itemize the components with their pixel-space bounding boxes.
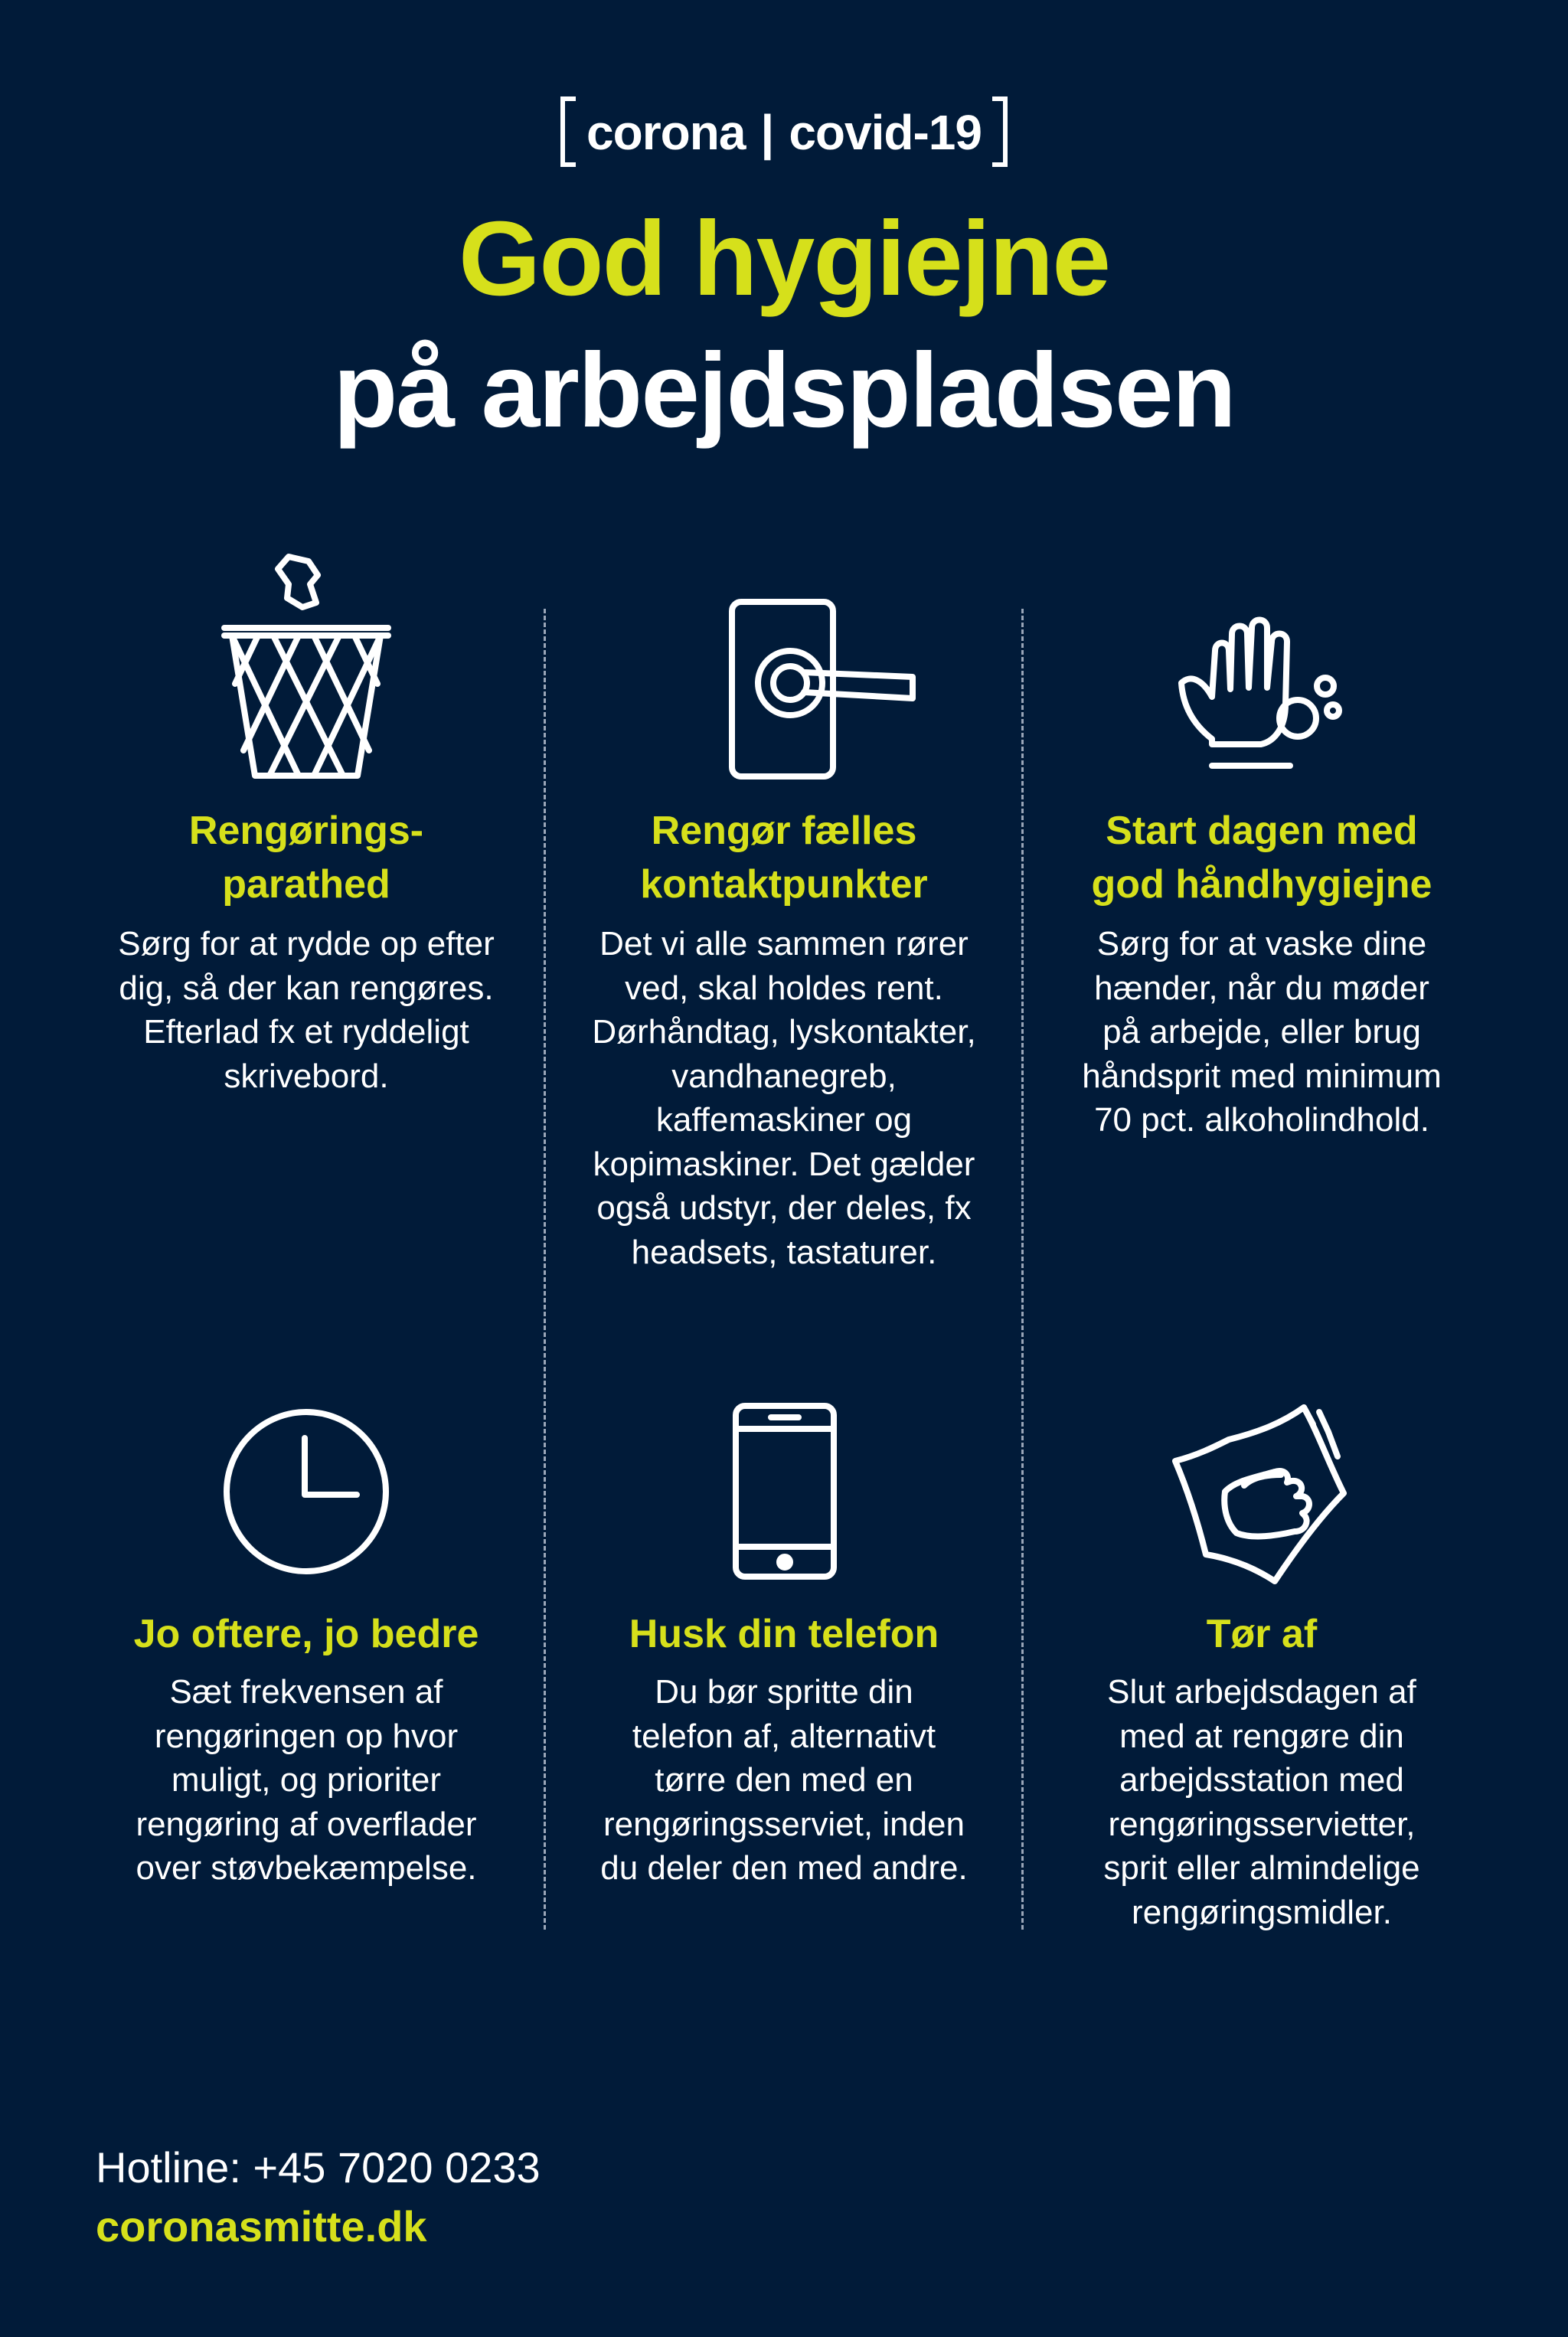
wastebasket-icon bbox=[218, 547, 394, 785]
body-line: håndsprit med minimum bbox=[1082, 1057, 1442, 1095]
body-line: du deler den med andre. bbox=[600, 1849, 968, 1887]
smartphone-icon bbox=[731, 1401, 838, 1585]
body-line: headsets, tastaturer. bbox=[631, 1233, 937, 1271]
column-divider-left bbox=[544, 609, 546, 1930]
column-divider-right bbox=[1021, 609, 1024, 1930]
wipe-cloth-icon bbox=[1168, 1401, 1367, 1597]
clock-icon bbox=[222, 1407, 390, 1580]
heading-line: Husk din telefon bbox=[629, 1612, 939, 1656]
body-line: muligt, og prioriter bbox=[171, 1761, 442, 1799]
heading-line: Rengør fælles bbox=[651, 809, 917, 853]
body-line: skrivebord. bbox=[224, 1057, 389, 1095]
logo-text-covid: covid-19 bbox=[789, 105, 982, 160]
body-line: på arbejde, eller brug bbox=[1102, 1013, 1421, 1051]
tip-body-frequency bbox=[92, 1670, 521, 1891]
body-line: Slut arbejdsdagen af bbox=[1107, 1673, 1416, 1711]
body-line: Sæt frekvensen af bbox=[169, 1673, 443, 1711]
body-line: vandhanegreb, bbox=[671, 1057, 897, 1095]
tip-body-hand-hygiene bbox=[1047, 922, 1476, 1142]
logo-separator: | bbox=[760, 105, 774, 160]
hotline-text: Hotline: +45 7020 0233 bbox=[96, 2143, 541, 2192]
tip-body-cleaning-readiness bbox=[92, 922, 521, 1098]
logo-text-corona: corona bbox=[586, 105, 746, 160]
body-line: rengøringsmidler. bbox=[1132, 1893, 1392, 1931]
body-line: rengøring af overflader bbox=[136, 1805, 477, 1843]
body-line: tørre den med en bbox=[655, 1761, 913, 1799]
body-line: kaffemaskiner og bbox=[655, 1101, 913, 1139]
body-line: 70 pct. alkoholindhold. bbox=[1094, 1101, 1429, 1139]
body-line: rengøringen op hvor bbox=[154, 1717, 459, 1755]
heading-line: kontaktpunkter bbox=[640, 862, 928, 907]
tip-body-wipe bbox=[1047, 1670, 1476, 1934]
tip-heading-hand-hygiene bbox=[1032, 804, 1491, 911]
tip-body-phone bbox=[570, 1670, 998, 1891]
tip-heading-frequency bbox=[77, 1607, 536, 1661]
body-line: dig, så der kan rengøres. bbox=[119, 969, 494, 1007]
body-line: sprit eller almindelige bbox=[1103, 1849, 1420, 1887]
body-line: Sørg for at rydde op efter bbox=[118, 925, 495, 963]
body-line: kopimaskiner. Det gælder bbox=[593, 1145, 975, 1183]
tip-heading-wipe bbox=[1032, 1607, 1491, 1661]
tip-heading-cleaning-readiness bbox=[77, 804, 536, 911]
body-line: Det vi alle sammen rører bbox=[599, 925, 969, 963]
heading-line: parathed bbox=[222, 862, 390, 907]
page-subtitle: på arbejdspladsen bbox=[333, 332, 1235, 449]
tip-heading-contact-points bbox=[554, 804, 1014, 911]
body-line: Du bør spritte din bbox=[655, 1673, 913, 1711]
heading-line: Tør af bbox=[1206, 1612, 1318, 1656]
body-line: også udstyr, der deles, fx bbox=[596, 1189, 972, 1227]
body-line: rengøringsserviet, inden bbox=[603, 1805, 965, 1843]
corona-logo bbox=[0, 90, 1568, 175]
body-line: Dørhåndtag, lyskontakter, bbox=[592, 1013, 976, 1051]
body-line: Efterlad fx et ryddeligt bbox=[143, 1013, 469, 1051]
door-handle-icon bbox=[727, 597, 919, 785]
body-line: ved, skal holdes rent. bbox=[625, 969, 943, 1007]
tip-heading-phone bbox=[554, 1607, 1014, 1661]
heading-line: Start dagen med bbox=[1106, 809, 1418, 853]
heading-line: Jo oftere, jo bedre bbox=[133, 1612, 479, 1656]
body-line: Sørg for at vaske dine bbox=[1096, 925, 1427, 963]
body-line: arbejdsstation med bbox=[1119, 1761, 1404, 1799]
heading-line: Rengørings- bbox=[188, 809, 424, 853]
logo-bracket-right bbox=[992, 96, 1008, 167]
logo-bracket-left bbox=[560, 96, 576, 167]
body-line: med at rengøre din bbox=[1119, 1717, 1404, 1755]
body-line: over støvbekæmpelse. bbox=[136, 1849, 477, 1887]
body-line: telefon af, alternativt bbox=[632, 1717, 936, 1755]
heading-line: god håndhygiejne bbox=[1091, 862, 1432, 907]
tip-body-contact-points bbox=[570, 922, 998, 1274]
body-line: rengøringsservietter, bbox=[1108, 1805, 1416, 1843]
hand-soap-icon bbox=[1175, 613, 1351, 785]
website-link[interactable]: coronasmitte.dk bbox=[96, 2202, 427, 2250]
body-line: hænder, når du møder bbox=[1094, 969, 1429, 1007]
page-title: God hygiejne bbox=[458, 200, 1110, 318]
